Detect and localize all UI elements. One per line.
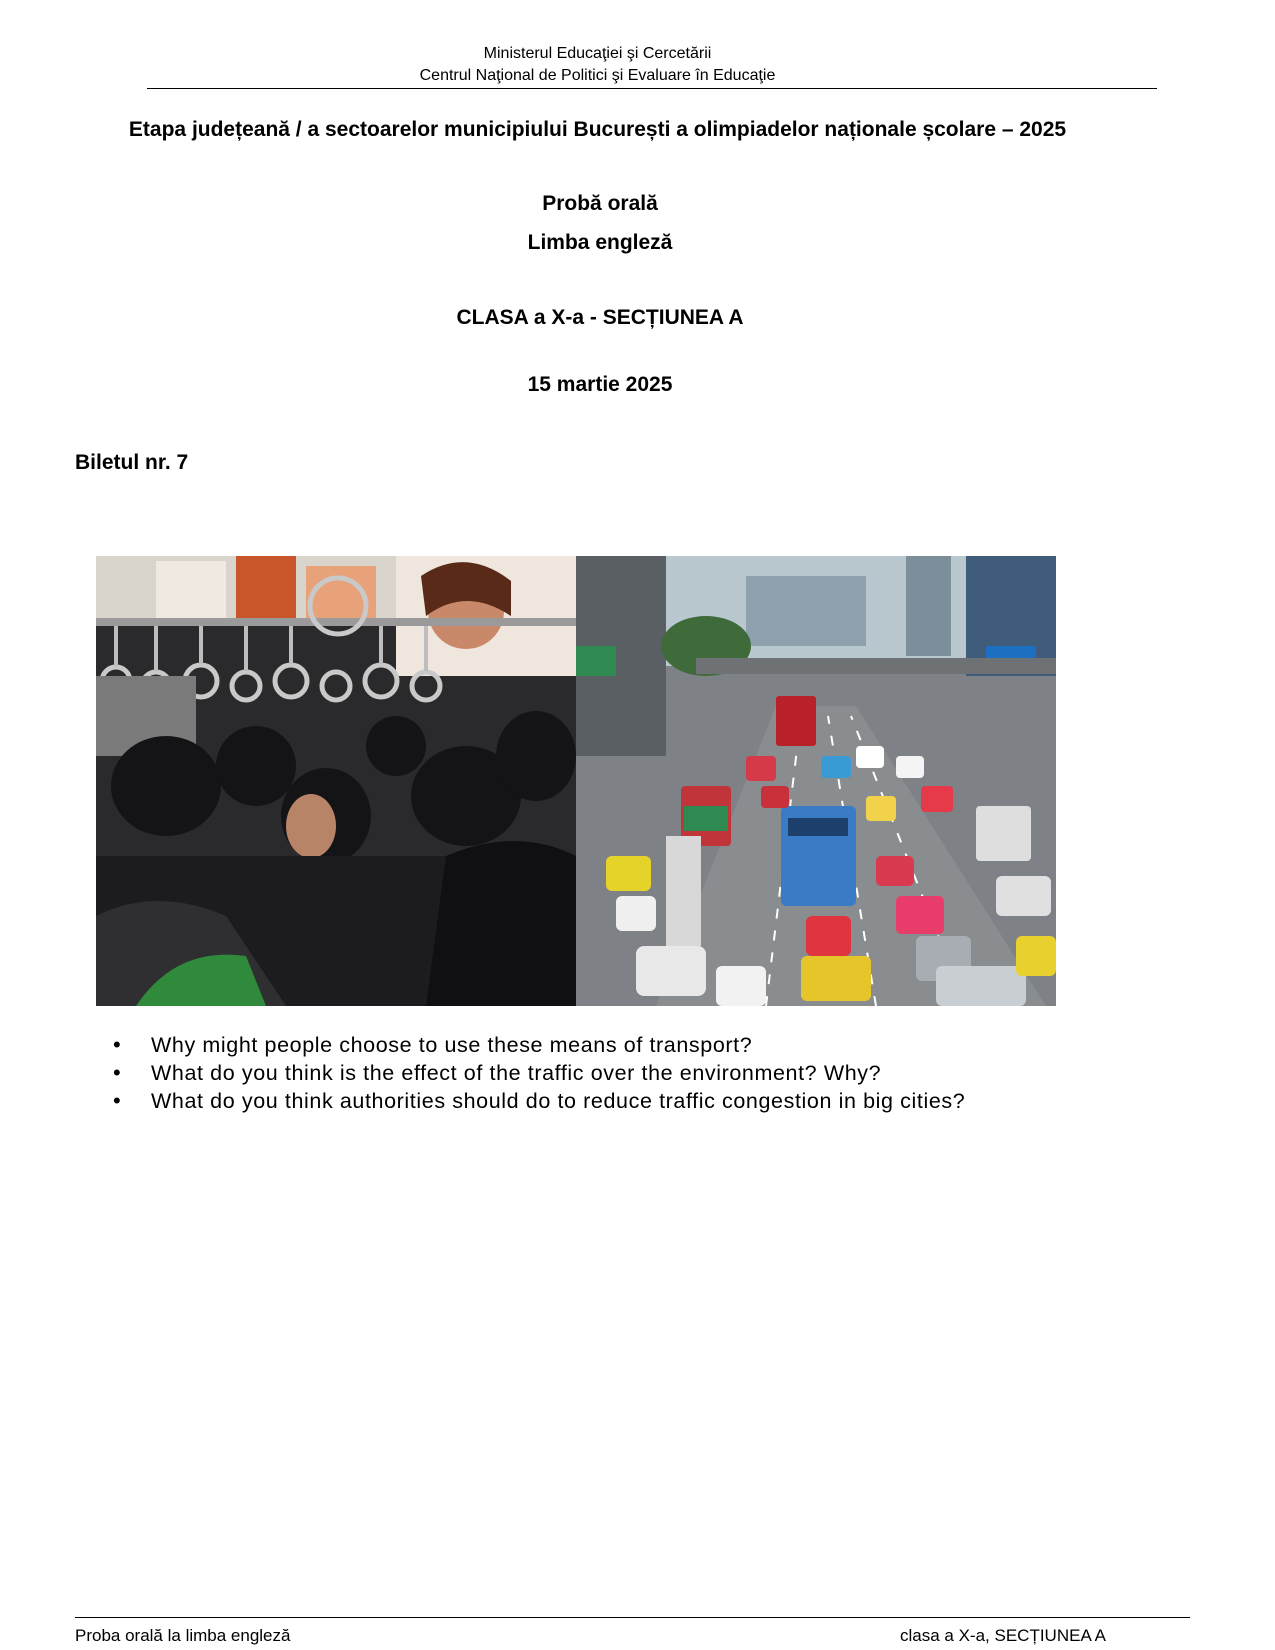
- exam-subject: Limba engleză: [527, 231, 673, 254]
- list-item: • Why might people choose to use these means of transport?: [113, 1031, 1193, 1059]
- exam-class: CLASA a X-a - SECȚIUNEA A: [456, 306, 744, 329]
- footer-divider: [75, 1617, 1190, 1618]
- header-center: Centrul Naţional de Politici şi Evaluare în Educaţie: [419, 67, 776, 84]
- crowded-train-photo: [96, 556, 576, 1006]
- list-item: • What do you think authorities should do to reduce traffic congestion in big cities?: [113, 1087, 1193, 1115]
- question-list: [113, 1031, 1193, 1115]
- ticket-number: Biletul nr. 7: [75, 451, 189, 474]
- list-item: • What do you think is the effect of the traffic over the environment? Why?: [113, 1059, 1193, 1087]
- footer-right: clasa a X-a, SECȚIUNEA A: [900, 1626, 1106, 1645]
- exam-type: Probă orală: [542, 192, 658, 215]
- traffic-jam-photo: [576, 556, 1056, 1006]
- document-title: Etapa județeană / a sectoarelor municipiului București a olimpiadelor naționale școlare – 2025: [128, 118, 1067, 141]
- footer-left: Proba orală la limba engleză: [75, 1626, 291, 1645]
- header-ministry: Ministerul Educaţiei şi Cercetării: [483, 45, 712, 62]
- exam-date: 15 martie 2025: [527, 373, 673, 396]
- header-divider: [147, 88, 1157, 89]
